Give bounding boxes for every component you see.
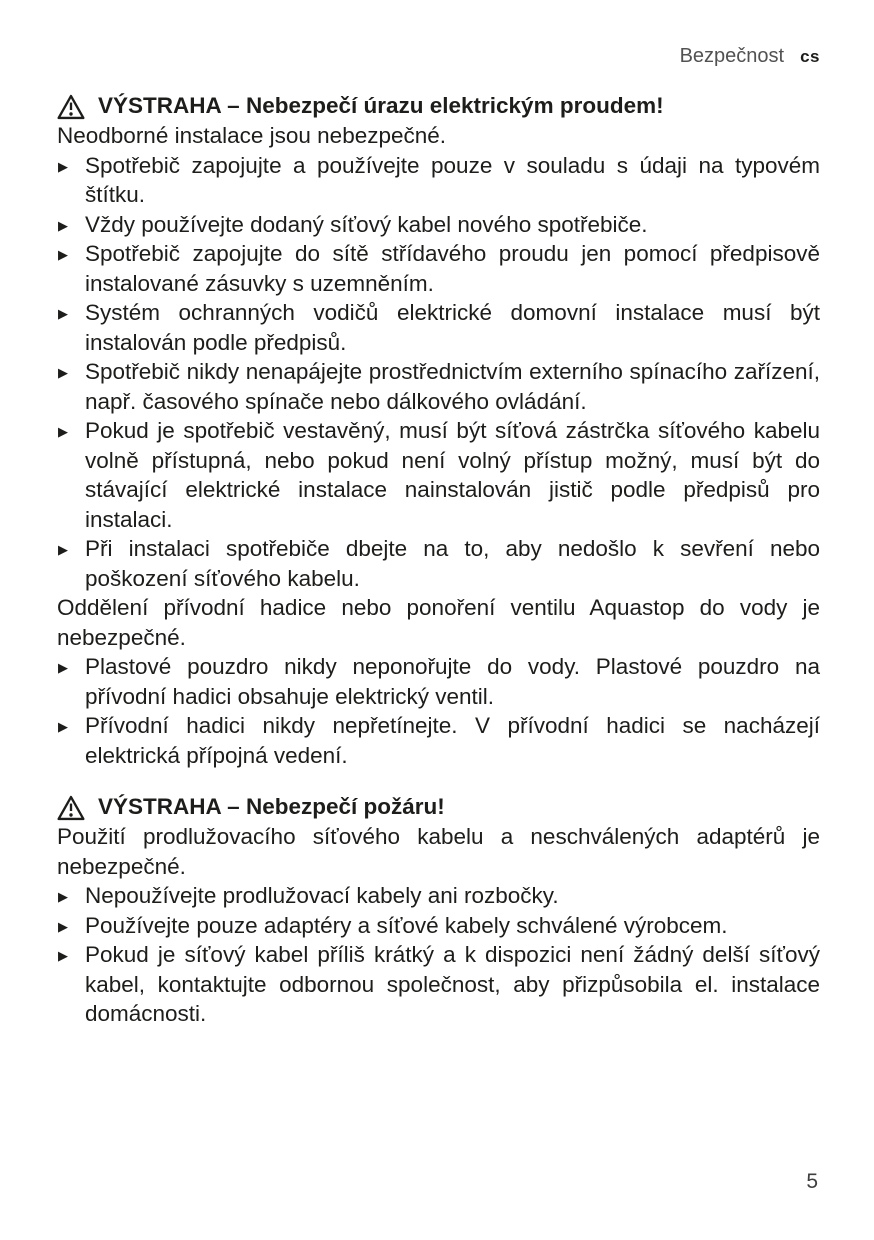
- header-chapter-title: Bezpečnost: [679, 45, 785, 67]
- list-item: [57, 711, 820, 770]
- list-item-text: Používejte pouze adaptéry a síťové kabely schválené výrobcem.: [85, 912, 728, 938]
- list-item: [57, 357, 820, 416]
- list-item: [57, 652, 820, 711]
- header-language-code: cs: [800, 47, 820, 66]
- warning-section-fire: [57, 792, 820, 1029]
- warning-heading-text: VÝSTRAHA – Nebezpečí úrazu elektrickým proudem!: [98, 93, 664, 118]
- list-item: [57, 210, 820, 240]
- triangle-bullet-icon: ▶: [58, 247, 68, 262]
- triangle-bullet-icon: ▶: [58, 660, 68, 675]
- list-item-text: Plastové pouzdro nikdy neponořujte do vody. Plastové pouzdro na přívodní hadici obsahuje elektrický ventil.: [85, 654, 820, 709]
- list-item-text: Systém ochranných vodičů elektrické domovní instalace musí být instalován podle předpisů.: [85, 300, 820, 355]
- list-item: [57, 881, 820, 911]
- list-item: [57, 416, 820, 534]
- list-item: [57, 911, 820, 941]
- warning-heading-text: VÝSTRAHA – Nebezpečí požáru!: [98, 794, 445, 819]
- triangle-bullet-icon: ▶: [58, 918, 68, 934]
- triangle-bullet-icon: ▶: [58, 306, 68, 321]
- page-header: [57, 44, 820, 69]
- triangle-bullet-icon: ▶: [58, 719, 68, 734]
- list-item-text: Spotřebič zapojujte a používejte pouze v souladu s údaji na typovém štítku.: [85, 152, 820, 207]
- triangle-bullet-icon: ▶: [58, 889, 68, 904]
- list-item-text: Přívodní hadici nikdy nepřetínejte. V přívodní hadici se nacházejí elektrická přípojná vedení.: [85, 713, 820, 768]
- warning-triangle-icon: [57, 794, 85, 821]
- list-item: [57, 151, 820, 210]
- triangle-bullet-icon: ▶: [58, 948, 68, 963]
- list-item-text: Pokud je síťový kabel příliš krátký a k dispozici není žádný delší síťový kabel, kontaktujte odbornou společnost, aby přizpůsobila el. instalace domácnosti.: [85, 942, 820, 1026]
- list-item-text: Pokud je spotřebič vestavěný, musí být síťová zástrčka síťového kabelu volně přístupná, nebo pokud není volný přístup možný, musí být do stávající elektrické instalace nainstalován jistič podle předpisů pro instalaci.: [85, 418, 820, 532]
- list-item: [57, 534, 820, 593]
- list-item-text: Spotřebič zapojujte do sítě střídavého proudu jen pomocí předpisově instalované zásuvky s uzemněním.: [85, 241, 820, 296]
- instruction-list: [57, 881, 820, 1029]
- list-item-text: Vždy používejte dodaný síťový kabel nového spotřebiče.: [85, 211, 648, 237]
- warning-heading: [57, 792, 820, 822]
- page-number: 5: [806, 1170, 818, 1193]
- list-item-text: Nepoužívejte prodlužovací kabely ani rozbočky.: [85, 883, 559, 908]
- intro-paragraph: Neodborné instalace jsou nebezpečné.: [57, 123, 447, 148]
- list-item: [57, 298, 820, 357]
- list-item: [57, 940, 820, 1029]
- warning-heading: [57, 91, 820, 121]
- triangle-bullet-icon: ▶: [58, 542, 68, 557]
- triangle-bullet-icon: ▶: [58, 365, 68, 380]
- triangle-bullet-icon: ▶: [58, 158, 68, 174]
- triangle-bullet-icon: ▶: [58, 217, 68, 233]
- list-item: [57, 239, 820, 298]
- list-item-text: Spotřebič nikdy nenapájejte prostřednictvím externího spínacího zařízení, např. časového spínače nebo dálkového ovládání.: [85, 359, 820, 414]
- warning-triangle-icon: [57, 93, 85, 120]
- instruction-list: [57, 151, 820, 594]
- danger-paragraph: Oddělení přívodní hadice nebo ponoření ventilu Aquastop do vody je nebezpečné.: [57, 595, 820, 650]
- instruction-list: [57, 652, 820, 770]
- intro-paragraph: Použití prodlužovacího síťového kabelu a neschválených adaptérů je nebezpečné.: [57, 824, 820, 879]
- warning-section-electric-shock: [57, 91, 820, 770]
- list-item-text: Při instalaci spotřebiče dbejte na to, aby nedošlo k sevření nebo poškození síťového kabelu.: [85, 536, 820, 591]
- triangle-bullet-icon: ▶: [58, 424, 68, 439]
